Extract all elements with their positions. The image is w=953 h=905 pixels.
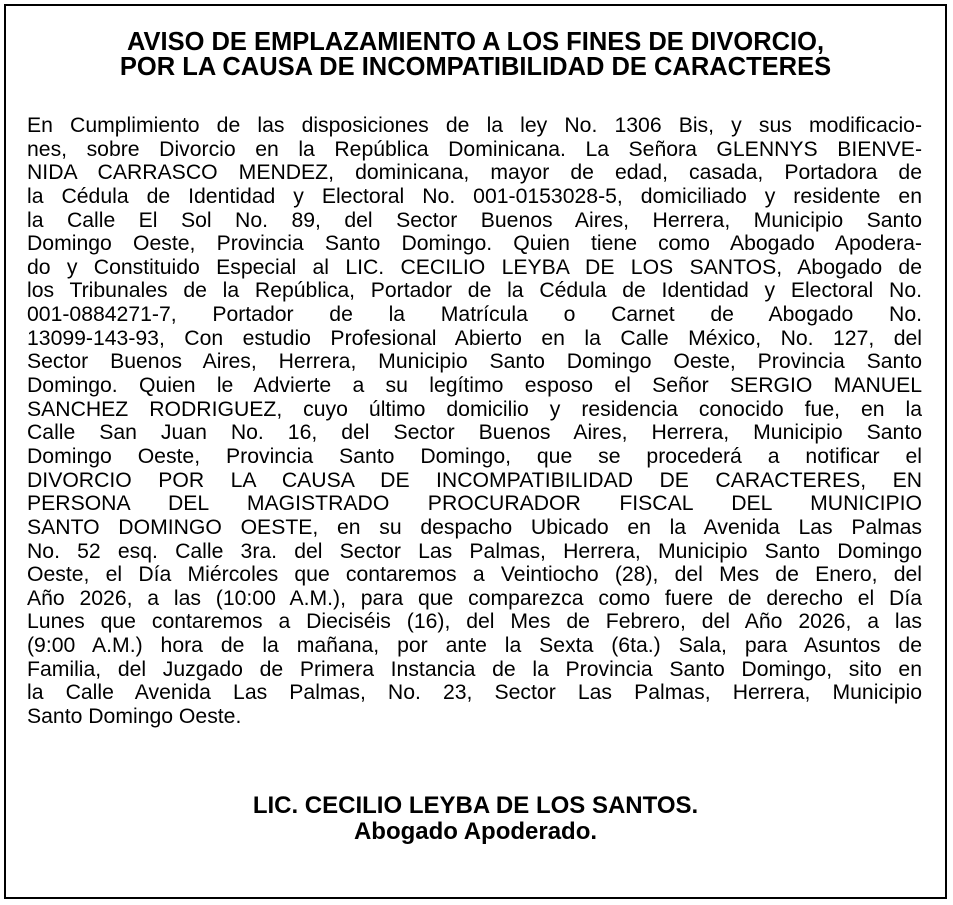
body-line: En Cumplimiento de las disposiciones de la ley No. 1306 Bis, y sus modificacio- <box>27 114 922 137</box>
signature-name: LIC. CECILIO LEYBA DE LOS SANTOS. <box>252 792 699 819</box>
notice-title-line: AVISO DE EMPLAZAMIENTO A LOS FINES DE DIVORCIO, <box>126 28 825 56</box>
body-line: 13099-143-93, Con estudio Profesional Abierto en la Calle México, No. 127, del <box>27 326 922 350</box>
body-line: la Cédula de Identidad y Electoral No. 001-0153028-5, domiciliado y residente en <box>27 184 922 208</box>
signature-block <box>6 793 945 845</box>
body-line: Año 2026, a las (10:00 A.M.), para que comparezca como fuere de derecho el Día <box>27 586 922 610</box>
signature-role: Abogado Apoderado. <box>353 818 598 845</box>
body-line: (9:00 A.M.) hora de la mañana, por ante la Sexta (6ta.) Sala, para Asuntos de <box>27 634 922 658</box>
legal-notice <box>4 4 947 899</box>
body-line: la Calle El Sol No. 89, del Sector Buenos Aires, Herrera, Municipio Santo <box>27 208 922 232</box>
body-line: DIVORCIO POR LA CAUSA DE INCOMPATIBILIDAD DE CARACTERES, EN <box>27 468 922 492</box>
body-line: Domingo. Quien le Advierte a su legítimo esposo el Señor SERGIO MANUEL <box>27 374 922 398</box>
body-line: Lunes que contaremos a Dieciséis (16), del Mes de Febrero, del Año 2026, a las <box>27 610 922 634</box>
body-line: Familia, del Juzgado de Primera Instancia de la Provincia Santo Domingo, sito en <box>27 657 922 681</box>
body-line: Sector Buenos Aires, Herrera, Municipio Santo Domingo Oeste, Provincia Santo <box>27 350 922 374</box>
body-line: No. 52 esq. Calle 3ra. del Sector Las Palmas, Herrera, Municipio Santo Domingo <box>27 539 922 563</box>
body-line: 001-0884271-7, Portador de la Matrícula o Carnet de Abogado No. <box>27 303 922 327</box>
body-line: Domingo Oeste, Provincia Santo Domingo. Quien tiene como Abogado Apodera- <box>27 232 922 256</box>
body-line: do y Constituido Especial al LIC. CECILIO LEYBA DE LOS SANTOS, Abogado de <box>27 255 922 279</box>
notice-body <box>27 114 922 729</box>
notice-title-line: POR LA CAUSA DE INCOMPATIBILIDAD DE CARACTERES <box>119 53 832 81</box>
body-line: SANTO DOMINGO OESTE, en su despacho Ubicado en la Avenida Las Palmas <box>27 515 922 539</box>
body-line: Oeste, el Día Miércoles que contaremos a Veintiocho (28), del Mes de Enero, del <box>27 563 922 587</box>
body-line: Domingo Oeste, Provincia Santo Domingo, que se procederá a notificar el <box>27 444 922 468</box>
body-line: la Calle Avenida Las Palmas, No. 23, Sector Las Palmas, Herrera, Municipio <box>27 681 922 705</box>
body-line: los Tribunales de la República, Portador de la Cédula de Identidad y Electoral No. <box>27 279 922 303</box>
body-line: Santo Domingo Oeste. <box>27 705 242 729</box>
body-line: SANCHEZ RODRIGUEZ, cuyo último domicilio y residencia conocido fue, en la <box>27 397 922 421</box>
body-line: nes, sobre Divorcio en la República Dominicana. La Señora GLENNYS BIENVE- <box>27 137 922 161</box>
body-line: NIDA CARRASCO MENDEZ, dominicana, mayor de edad, casada, Portadora de <box>27 161 922 185</box>
notice-title <box>6 30 945 80</box>
body-line: PERSONA DEL MAGISTRADO PROCURADOR FISCAL DEL MUNICIPIO <box>27 492 922 516</box>
body-line: Calle San Juan No. 16, del Sector Buenos Aires, Herrera, Municipio Santo <box>27 421 922 445</box>
